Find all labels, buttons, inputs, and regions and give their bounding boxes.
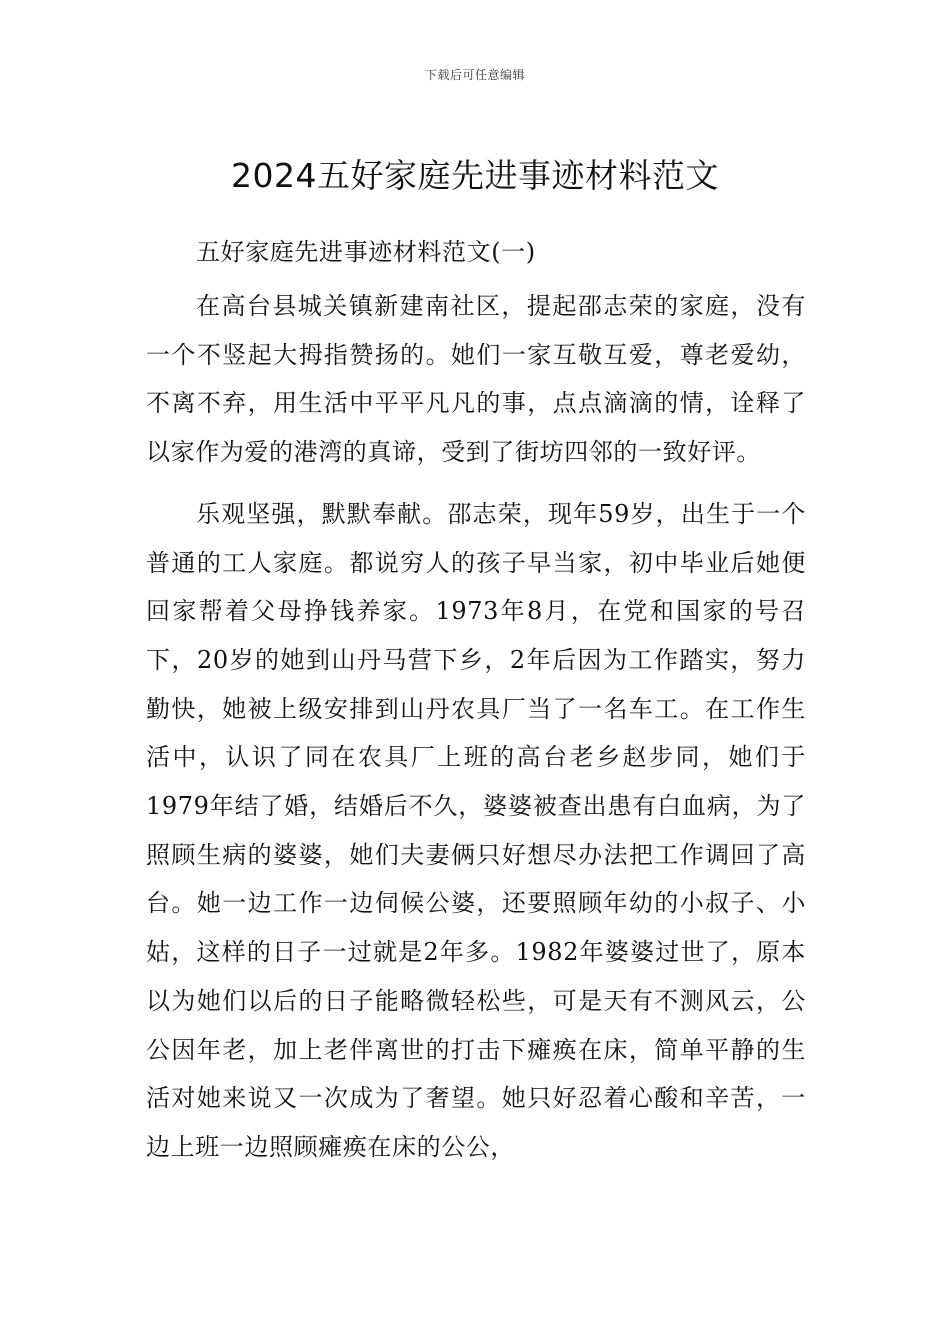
document-body <box>146 228 806 1172</box>
header-note: 下载后可任意编辑 <box>424 68 525 82</box>
section-heading: 五好家庭先进事迹材料范文(一) <box>196 238 536 266</box>
paragraph-2: 乐观坚强，默默奉献。邵志荣，现年59岁，出生于一个普通的工人家庭。都说穷人的孩子早当家，初中毕业后她便回家帮着父母挣钱养家。1973年8月，在党和国家的号召下，20岁的她到山丹马营下乡，2年后因为工作踏实，努力勤快，她被上级安排到山丹农具厂当了一名车工。在工作生活中，认识了同在农具厂上班的高台老乡赵步同，她们于1979年结了婚，结婚后不久，婆婆被查出患有白血病，为了照顾生病的婆婆，她们夫妻俩只好想尽办法把工作调回了高台。她一边工作一边伺候公婆，还要照顾年幼的小叔子、小姑，这样的日子一过就是2年多。1982年婆婆过世了，原本以为她们以后的日子能略微轻松些，可是天有不测风云，公公因年老，加上老伴离世的打击下瘫痪在床，简单平静的生活对她来说又一次成为了奢望。她只好忍着心酸和辛苦，一边上班一边照顾瘫痪在床的公公， <box>146 499 806 1161</box>
document-title: 2024五好家庭先进事迹材料范文 <box>231 156 719 196</box>
paragraph-1: 在高台县城关镇新建南社区，提起邵志荣的家庭，没有一个不竖起大拇指赞扬的。她们一家互敬互爱，尊老爱幼，不离不弃，用生活中平平凡凡的事，点点滴滴的情，诠释了以家作为爱的港湾的真谛，受到了街坊四邻的一致好评。 <box>146 292 806 467</box>
